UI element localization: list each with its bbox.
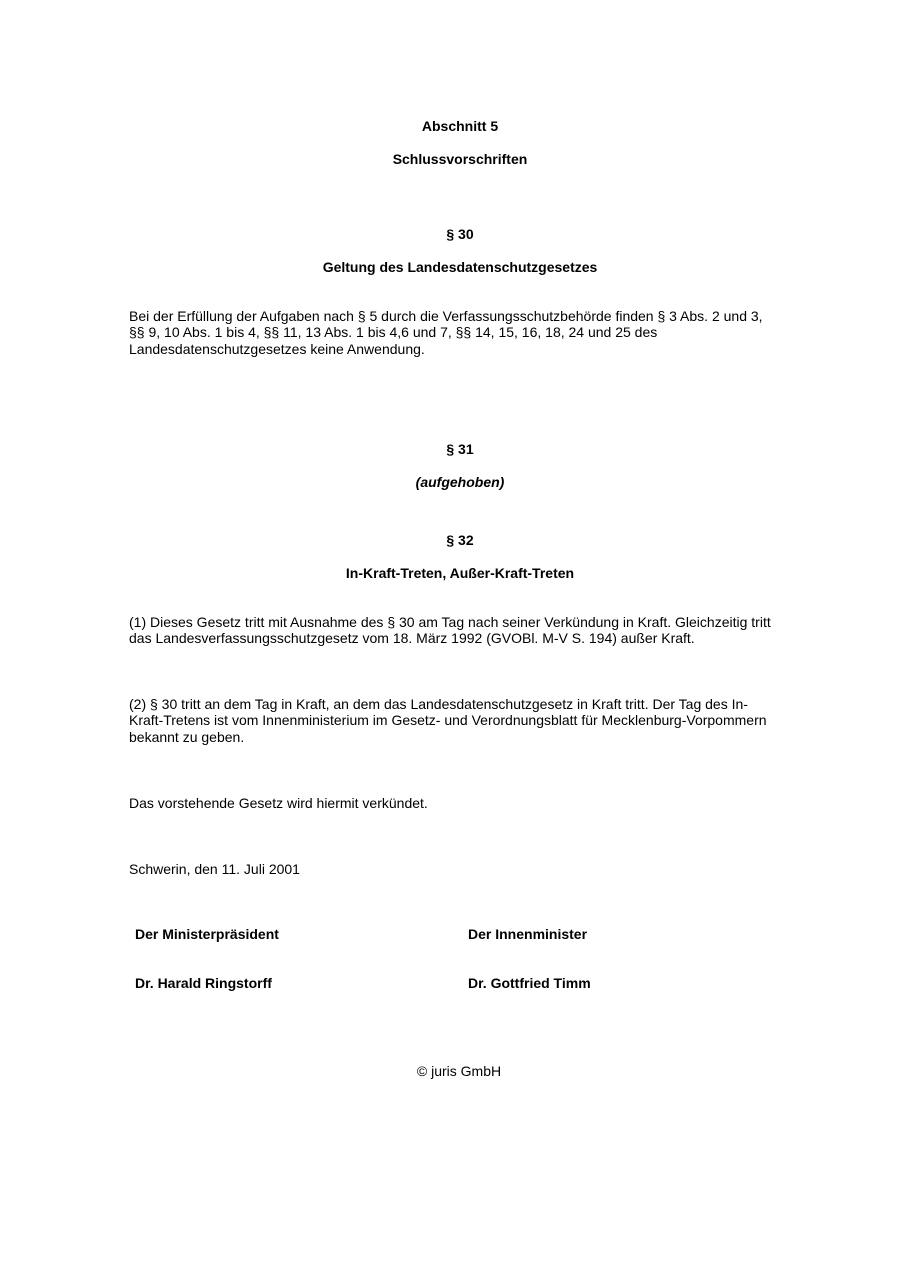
paragraph-30-title: Geltung des Landesdatenschutzgesetzes [322, 259, 598, 275]
paragraph-32-abs-1 [129, 614, 801, 647]
text-line: bekannt zu geben. [129, 728, 245, 745]
text-line: Kraft-Tretens ist vom Innenministerium im Gesetz- und Verordnungsblatt für Mecklenburg-Vorpommern [129, 712, 767, 729]
paragraph-30-number: § 30 [446, 226, 474, 242]
section-title: Schlussvorschriften [392, 151, 528, 167]
place-date: Schwerin, den 11. Juli 2001 [129, 861, 300, 877]
section-number: Abschnitt 5 [421, 118, 499, 134]
paragraph-30-text [129, 308, 801, 357]
text-line: Bei der Erfüllung der Aufgaben nach § 5 durch die Verfassungsschutzbehörde finden § 3 Abs. 2 und 3, [129, 308, 763, 324]
signature-right-name: Dr. Gottfried Timm [468, 975, 591, 991]
paragraph-32-abs-2 [129, 696, 801, 745]
paragraph-32-title: In-Kraft-Treten, Außer-Kraft-Treten [345, 565, 575, 581]
signature-right-role: Der Innenminister [468, 926, 588, 942]
paragraph-31-number: § 31 [446, 441, 474, 457]
text-line: Landesdatenschutzgesetzes keine Anwendung. [129, 340, 425, 357]
text-line: §§ 9, 10 Abs. 1 bis 4, §§ 11, 13 Abs. 1 bis 4,6 und 7, §§ 14, 15, 16, 18, 24 und 25 des [129, 324, 658, 341]
text-line: (2) § 30 tritt an dem Tag in Kraft, an dem das Landesdatenschutzgesetz in Kraft tritt. Der Tag des In- [129, 696, 748, 712]
promulgation-text: Das vorstehende Gesetz wird hiermit verkündet. [129, 795, 428, 811]
text-line: das Landesverfassungsschutzgesetz vom 18. März 1992 (GVOBl. M-V S. 194) außer Kraft. [129, 630, 695, 647]
text-line: (1) Dieses Gesetz tritt mit Ausnahme des § 30 am Tag nach seiner Verkündung in Kraft. Gleichzeitig tritt [129, 614, 771, 630]
signature-left-name: Dr. Harald Ringstorff [135, 975, 272, 991]
copyright-footer: © juris GmbH [416, 1063, 502, 1079]
signature-left-role: Der Ministerpräsident [135, 926, 279, 942]
paragraph-32-number: § 32 [446, 532, 474, 548]
paragraph-31-title: (aufgehoben) [415, 474, 505, 490]
